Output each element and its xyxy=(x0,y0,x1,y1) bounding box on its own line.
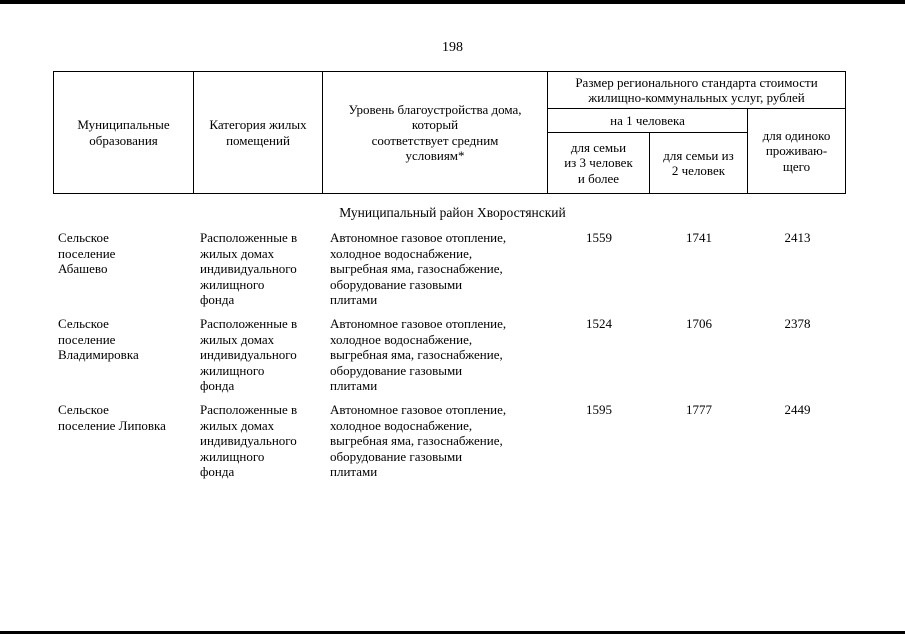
row-level: Автономное газовое отопление, холодное водоснабжение, выгребная яма, газоснабжение, оборудование газовыми плитами xyxy=(330,316,507,393)
row-category: Расположенные в жилых домах индивидуального жилищного фонда xyxy=(200,230,298,307)
section-title: Муниципальный район Хворостянский xyxy=(339,205,566,220)
row-family3-value: 1595 xyxy=(586,402,612,417)
header-category: Категория жилых помещений xyxy=(209,117,307,148)
row-municipal-name: Сельское поселение Липовка xyxy=(58,402,166,433)
row-municipal-name: Сельское поселение Абашево xyxy=(58,230,116,276)
row-family2-value: 1706 xyxy=(686,316,712,331)
row-family2-value: 1777 xyxy=(686,402,712,417)
row-single-value: 2449 xyxy=(784,402,811,417)
row-level: Автономное газовое отопление, холодное водоснабжение, выгребная яма, газоснабжение, оборудование газовыми плитами xyxy=(330,230,507,307)
row-category: Расположенные в жилых домах индивидуального жилищного фонда xyxy=(200,402,298,479)
header-per-person: на 1 человека xyxy=(610,112,685,128)
row-family3-value: 1559 xyxy=(586,230,612,245)
header-municipal: Муниципальные образования xyxy=(77,117,170,148)
row-category: Расположенные в жилых домах индивидуального жилищного фонда xyxy=(200,316,298,393)
header-level: Уровень благоустройства дома, который соответствует средним условиям* xyxy=(348,101,522,163)
row-family2-value: 1741 xyxy=(686,230,712,245)
header-family2: для семьи из 2 человек xyxy=(663,147,734,178)
header-family3: для семьи из 3 человек и более xyxy=(564,139,633,186)
row-single-value: 2413 xyxy=(784,230,811,245)
header-size-group: Размер регионального стандарта стоимости жилищно-коммунальных услуг, рублей xyxy=(575,74,818,105)
row-single-value: 2378 xyxy=(784,316,811,331)
row-level: Автономное газовое отопление, холодное водоснабжение, выгребная яма, газоснабжение, оборудование газовыми плитами xyxy=(330,402,507,479)
bottom-rule xyxy=(0,631,905,634)
row-family3-value: 1524 xyxy=(586,316,612,331)
page-number: 198 xyxy=(442,40,463,55)
row-municipal-name: Сельское поселение Владимировка xyxy=(58,316,139,362)
header-single: для одиноко проживаю- щего xyxy=(762,127,831,174)
top-rule xyxy=(0,0,905,4)
